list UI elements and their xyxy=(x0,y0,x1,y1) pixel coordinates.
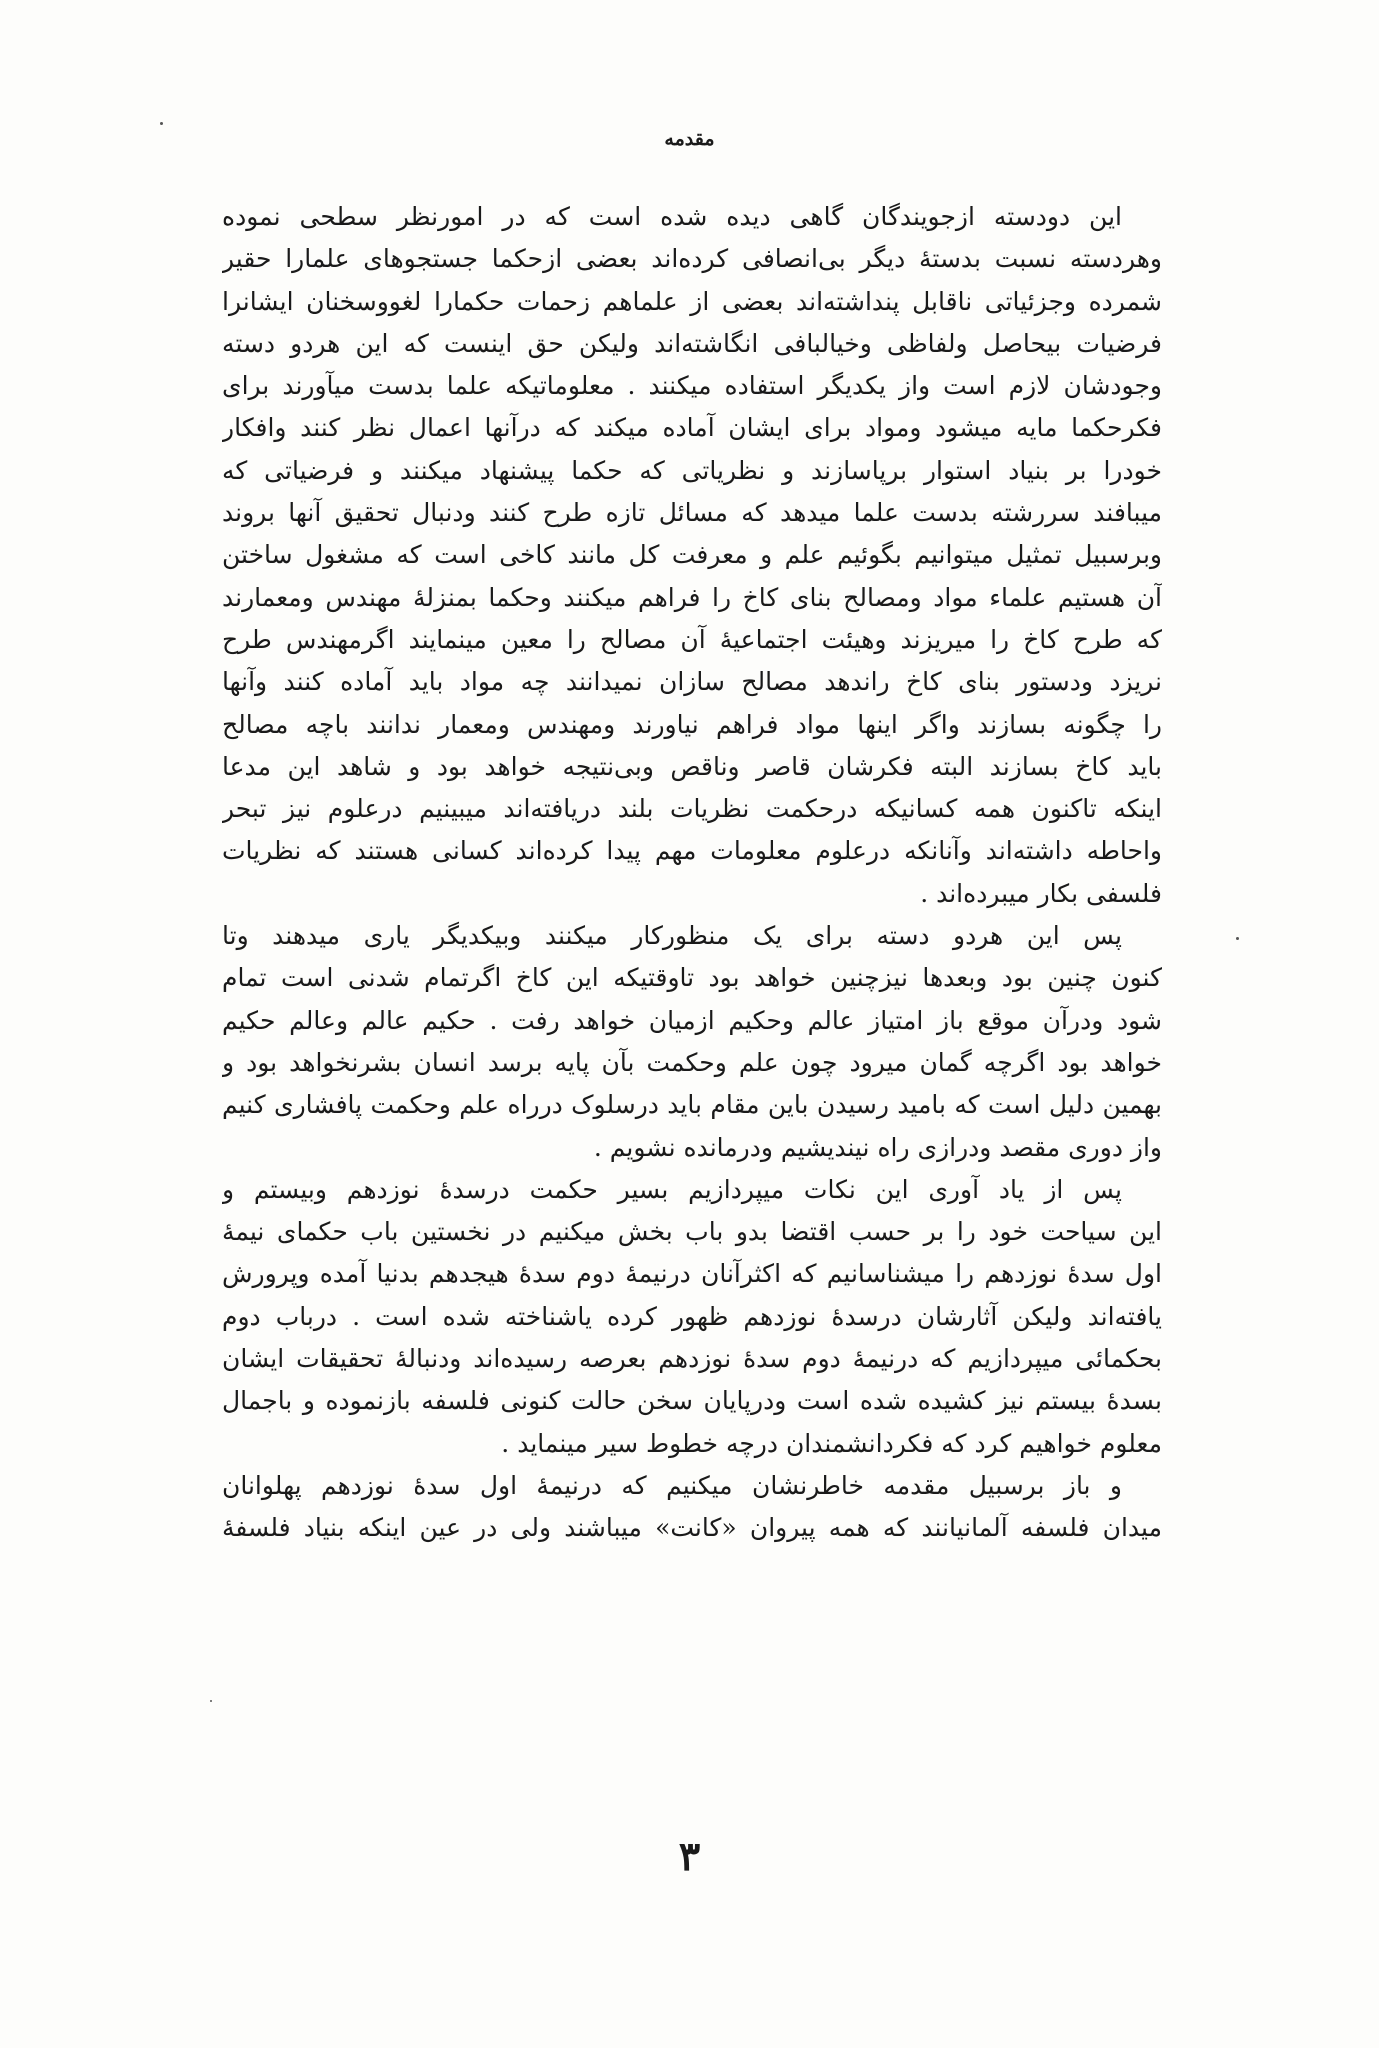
text-line: وهردسته نسبت بدستهٔ دیگر بی‌انصافی کرده‌اند بعضی ازحکما جستجوهای علمارا حقیر xyxy=(222,244,1162,274)
text-line: این سیاحت خود را بر حسب اقتضا بدو باب بخش میکنیم در نخستین باب حکمای نیمهٔ xyxy=(222,1217,1162,1247)
scan-speck xyxy=(160,122,163,125)
text-line: بحکمائی میپردازیم که درنیمهٔ دوم سدهٔ نوزدهم بعرصه رسیده‌اند ودنبالهٔ تحقیقات ایشان xyxy=(222,1344,1162,1374)
text-line: میدان فلسفه آلمانیانند که همه پیروان «کانت» میباشند ولی در عین اینکه بنیاد فلسفهٔ xyxy=(222,1513,1162,1543)
text-line: کنون چنین بود وبعدها نیزچنین خواهد بود تاوقتیکه این کاخ اگرتمام شدنی است تمام xyxy=(222,963,1162,993)
text-line: اول سدهٔ نوزدهم را میشناسانیم که اکثرآنان درنیمهٔ دوم سدهٔ هیجدهم بدنیا آمده وپرورش xyxy=(222,1259,1162,1289)
scan-speck xyxy=(210,1700,212,1702)
page-number: ۳ xyxy=(678,1833,701,1880)
body-text xyxy=(222,196,1162,1550)
text-line: واز دوری مقصد ودرازی راه نیندیشیم ودرمانده نشویم . xyxy=(593,1132,1162,1162)
text-line: میبافند سررشته بدست علما میدهد که مسائل تازه طرح کنند ودنبال تحقیق آنها بروند xyxy=(222,498,1162,528)
paragraph-3 xyxy=(222,1169,1162,1465)
text-line: اینکه تاکنون همه کسانیکه درحکمت نظریات بلند دریافته‌اند میبینیم درعلوم نیز تبحر xyxy=(222,794,1162,824)
text-line: پس این هردو دسته برای یک منظورکار میکنند وبیکدیگر یاری میدهند وتا xyxy=(222,921,1122,951)
text-line: شمرده وجزئیاتی ناقابل پنداشته‌اند بعضی از علماهم زحمات حکمارا لغووسخنان ایشانرا xyxy=(222,286,1162,316)
text-line: واحاطه داشته‌اند وآنانکه درعلوم معلومات مهم پیدا کرده‌اند کسانی هستند که نظریات xyxy=(222,836,1162,866)
paragraph-1 xyxy=(222,196,1162,915)
text-line: و باز برسبیل مقدمه خاطرنشان میکنیم که درنیمهٔ اول سدهٔ نوزدهم پهلوانان xyxy=(222,1470,1122,1500)
text-line: را چگونه بسازند واگر اینها مواد فراهم نیاورند ومهندس ومعمار ندانند باچه مصالح xyxy=(222,709,1162,739)
text-line: این دودسته ازجویندگان گاهی دیده شده است که در امورنظر سطحی نموده xyxy=(222,202,1122,231)
running-title: مقدمه xyxy=(664,128,715,150)
text-line: شود ودرآن موقع باز امتیاز عالم وحکیم ازمیان خواهد رفت . حکیم عالم وعالم حکیم xyxy=(222,1005,1162,1035)
text-line: خواهد بود اگرچه گمان میرود چون علم وحکمت بآن پایه برسد انسان بشرنخواهد بود و xyxy=(222,1047,1162,1077)
text-line: بسدهٔ بیستم نیز کشیده شده است ودرپایان سخن حالت کنونی فلسفه بازنموده و باجمال xyxy=(222,1386,1162,1416)
text-line: آن هستیم علماء مواد ومصالح بنای کاخ را فراهم میکنند وحکما بمنزلهٔ مهندس ومعمارند xyxy=(222,582,1162,612)
text-line: که طرح کاخ را میریزند وهیئت اجتماعیهٔ آن مصالح را معین مینمایند اگرمهندس طرح xyxy=(222,624,1162,654)
scan-speck xyxy=(1236,937,1239,940)
text-line: یافته‌اند ولیکن آثارشان درسدهٔ نوزدهم ظهور کرده یاشناخته شده است . درباب دوم xyxy=(222,1301,1162,1331)
text-line: باید کاخ بسازند البته فکرشان قاصر وناقص وبی‌نتیجه خواهد بود و شاهد این مدعا xyxy=(222,751,1162,781)
text-line: وبرسبیل تمثیل میتوانیم بگوئیم علم و معرفت کل مانند کاخی است که مشغول ساختن xyxy=(222,540,1162,570)
text-line: نریزد ودستور بنای کاخ راندهد مصالح سازان نمیدانند چه مواد باید آماده کنند وآنها xyxy=(222,667,1162,697)
paragraph-2 xyxy=(222,915,1162,1169)
text-line: فلسفی بکار میبرده‌اند . xyxy=(920,878,1162,908)
text-line: فکرحکما مایه میشود ومواد برای ایشان آماده میکند که درآنها اعمال نظر کنند وافکار xyxy=(222,413,1162,443)
text-line: بهمین دلیل است که بامید رسیدن باین مقام باید درسلوک درراه علم وحکمت پافشاری کنیم xyxy=(222,1090,1162,1120)
text-line: معلوم خواهیم کرد که فکردانشمندان درچه خطوط سیر مینماید . xyxy=(501,1428,1162,1458)
text-line: فرضیات بیحاصل ولفاظی وخیالبافی انگاشته‌اند ولیکن حق اینست که این هردو دسته xyxy=(222,328,1162,358)
paragraph-4 xyxy=(222,1465,1162,1550)
text-line: پس از یاد آوری این نکات میپردازیم بسیر حکمت درسدهٔ نوزدهم وبیستم و xyxy=(222,1174,1122,1204)
text-line: وجودشان لازم است واز یکدیگر استفاده میکنند . معلوماتیکه علما بدست میآورند برای xyxy=(222,371,1162,401)
text-line: خودرا بر بنیاد استوار برپاسازند و نظریاتی که حکما پیشنهاد میکنند و فرضیاتی که xyxy=(222,455,1162,485)
